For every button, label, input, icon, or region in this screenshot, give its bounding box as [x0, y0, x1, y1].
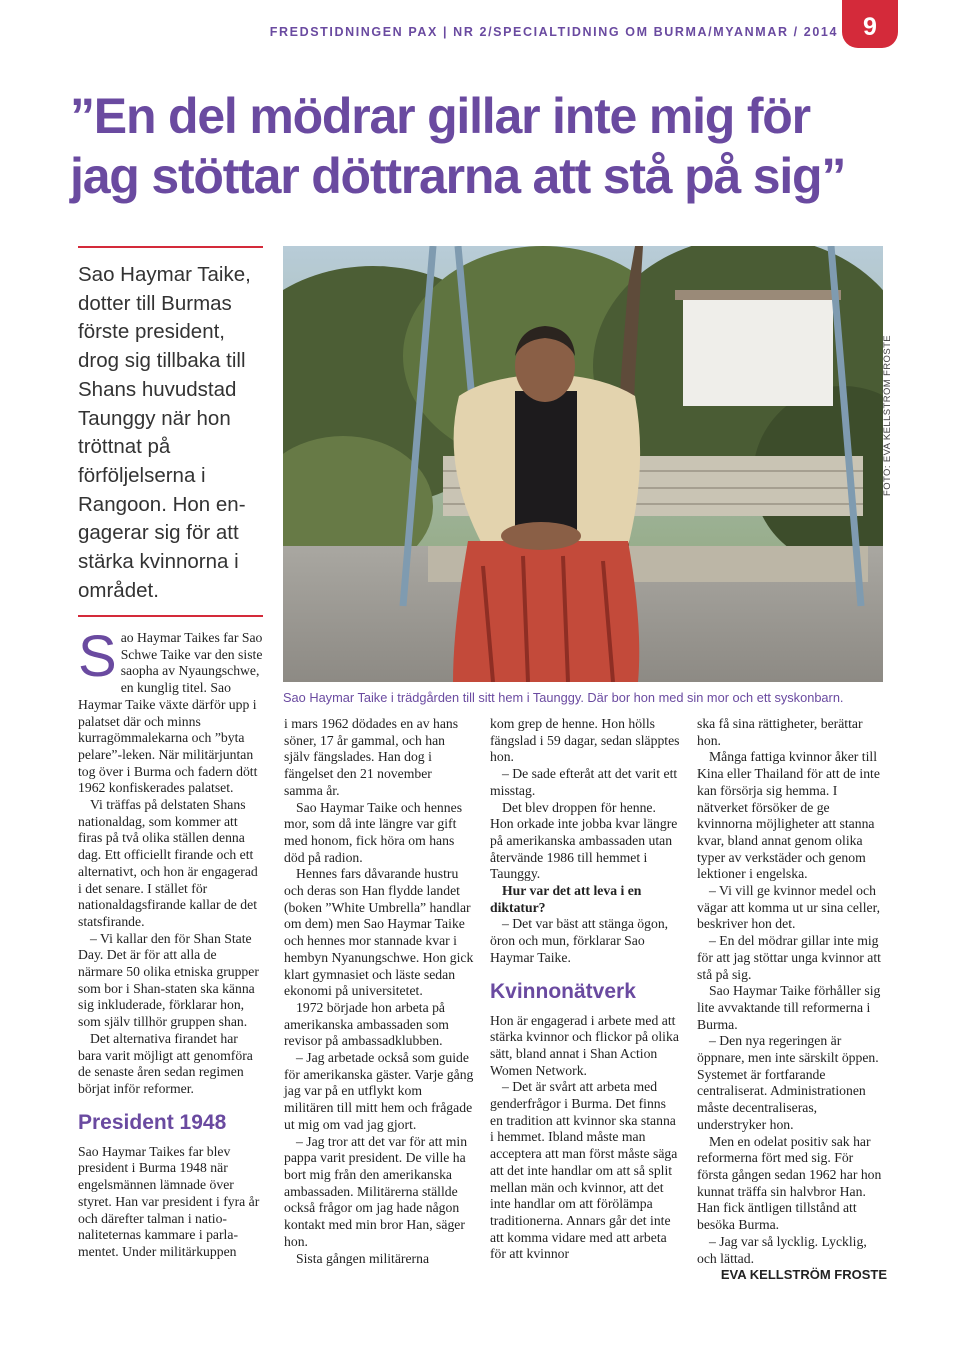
- paragraph: Det blev droppen för henne. Hon orkade inte jobba kvar längre på amerikanska ambassaden utan återvände 1986 till hemmet i Taunggy.: [490, 799, 678, 882]
- lead-top-rule: [78, 246, 263, 248]
- headline-line-2: jag stöttar döttrarna att stå på sig”: [70, 148, 846, 204]
- publication-header: FREDSTIDNINGEN PAX | NR 2/SPECIALTIDNING OM BURMA/MYANMAR / 2014: [269, 25, 838, 39]
- lead-bottom-rule: [78, 615, 263, 617]
- headline-line-1: ”En del mödrar gillar inte mig för: [70, 88, 810, 144]
- lead-paragraph: Sao Haymar Taike, dotter till Burmas förste president, drog sig tillbaka till Shans huvudstad Taunggy när hon tröttnat på förföljelserna i Rangoon. Hon engagerar sig för att stärka kvinnorna i området.: [78, 263, 251, 602]
- paragraph: – En del mödrar gillar inte mig för att jag stöttar unga kvinnor att stå på sig.: [697, 933, 881, 982]
- paragraph: 1972 började hon arbeta på amerikanska ambassaden som revisor på ambassadklubben.: [284, 999, 449, 1049]
- headline: [70, 86, 910, 206]
- paragraph: Hon är engagerad i arbete med att stärka kvinnor och flickor på olika sätt, bland annat i Shan Action Women Network.: [490, 1012, 679, 1078]
- paragraph: kom grep de henne. Hon hölls fängslad i 59 dagar, sedan släpptes hon.: [490, 716, 680, 765]
- paragraph: Vi träffas på delstaten Shans nationaldag, som kommer att firas på två olika ställen denna dag. Ett officiellt firande och ett alternativt, och hon är engagerad i det senare. I stället för nationaldagsfirande kallar de det statsfirande.: [78, 797, 258, 929]
- column-3: [490, 716, 680, 1263]
- paragraph: Hennes fars dåvarande hustru och deras son Han flydde landet (boken ”White Umbrella” handlar om dem) men Sao Haymar Taike och hennes mor stannade kvar i hembyn Nyanungschwe. Hon gick klart gymnasiet och läste sedan ekonomi på universitetet.: [284, 866, 474, 999]
- paragraph: Det alternativa firandet har bara varit möjligt att genomföra de senaste åren sedan regimen börjat inför reformer.: [78, 1030, 253, 1096]
- paragraph: ska få sina rättigheter, berättar hon.: [697, 716, 863, 748]
- photo-caption: Sao Haymar Taike i trädgården till sitt hem i Taunggy. Där bor hon med sin mor och ett syskonbarn.: [283, 690, 844, 705]
- paragraph: – Jag tror att det var för att min pappa varit president. De ville ha bort mig från den amerikanska ambassaden. Militärerna ställde också frågor om jag hade någon kontakt med min bror Han, säger hon.: [284, 1133, 468, 1249]
- paragraph: Sao Haymar Taikes far blev president i Burma 1948 när engelsmännen lämnade över styret. Han var president i fyra år och därefter talman i nationaliteternas kammare i parlamentet. Under militärkuppen: [78, 1143, 260, 1259]
- paragraph: – Jag var så lycklig. Lycklig, och lättad.: [697, 1233, 867, 1266]
- drop-cap: S: [78, 624, 117, 689]
- paragraph: Sao Haymar Taike och hennes mor, som då inte längre var gift med honom, fick höra om hans död på radion.: [284, 799, 463, 865]
- subheading: President 1948: [78, 1110, 227, 1134]
- interview-question: Hur var det att leva i en diktatur?: [490, 883, 642, 915]
- paragraph: i mars 1962 dödades en av hans söner, 17 år gammal, och han själv fängslades. Han dog i fängelset den 21 november samma år.: [284, 716, 459, 798]
- paragraph: – Den nya regeringen är öppnare, men inte särskilt öppen. Systemet är fortfarande centraliserat. Administrationen måste decentraliseras, understryker hon.: [697, 1033, 879, 1132]
- subheading: Kvinnonätverk: [490, 979, 636, 1003]
- paragraph: Sista gången militärerna: [296, 1250, 430, 1266]
- photo-credit: FOTO: EVA KELLSTRÖM FROSTE: [882, 334, 893, 496]
- author-byline: EVA KELLSTRÖM FROSTE: [720, 1267, 887, 1283]
- column-2: [284, 716, 474, 1267]
- paragraph: – De sade efteråt att det varit ett misstag.: [490, 766, 678, 798]
- paragraph: – Vi kallar den för Shan State Day. Det är för att alla de närmare 50 olika etniska grupper som bor i Shan-staten ska känna sig inkluderade, förklarar hon, som själv tillhör gruppen shan.: [78, 930, 259, 1030]
- column-4: [697, 716, 887, 1284]
- paragraph: Många fattiga kvinnor åker till Kina eller Thailand för att de inte kan försörja sig hemma. I nätverket försöker de ge kvinnorna möjligheter att stanna kvar, bland annat genom olika typer av verkstäder och genom lektioner i engelska.: [697, 749, 880, 882]
- portrait-photo: [283, 246, 883, 682]
- paragraph: – Jag arbetade också som guide för amerikanska gäster. Varje gång jag var på en utflykt kom militären till mitt hem och frågade ut mig om vad jag gjort.: [284, 1050, 474, 1132]
- paragraph: ao Haymar Taikes far Sao Schwe Taike var den siste saopha av Nyaungschwe, en kunglig titel. Sao Haymar Taike växte därför upp i palatset där och minns kurragömmalekarna och ”byta pelare”-leken. När militärjuntan tog över i Burma och fadern dött 1962 konfiskerades palatset.: [78, 630, 263, 796]
- column-1: [78, 624, 264, 1261]
- paragraph: – Det är svårt att arbeta med genderfrågor i Burma. Det finns en tradition att kvinnor ska stanna i hemmet. Ibland måste man acceptera att man först måste säga att det inte handlar om att så split mellan män och kvinnor, att det inte handlar om att förölämpa traditionerna. Annars går det inte att komma vidare med att arbeta för att kvinnor: [490, 1079, 678, 1262]
- paragraph: Men en odelat positiv sak har reformerna fört med sig. För första gången sedan 1962 har hon kunnat träffa sin halvbror Han. Han fick äntligen tillstånd att besöka Burma.: [697, 1133, 882, 1233]
- paragraph: – Det var bäst att stänga ögon, öron och mun, förklarar Sao Haymar Taike.: [490, 916, 669, 965]
- paragraph: Sao Haymar Taike förhåller sig lite avvaktande till reformerna i Burma.: [697, 983, 881, 1032]
- page-number-badge: 9: [842, 0, 898, 48]
- paragraph: – Vi vill ge kvinnor medel och vägar att komma ut ur sina celler, beskriver hon det.: [697, 883, 881, 932]
